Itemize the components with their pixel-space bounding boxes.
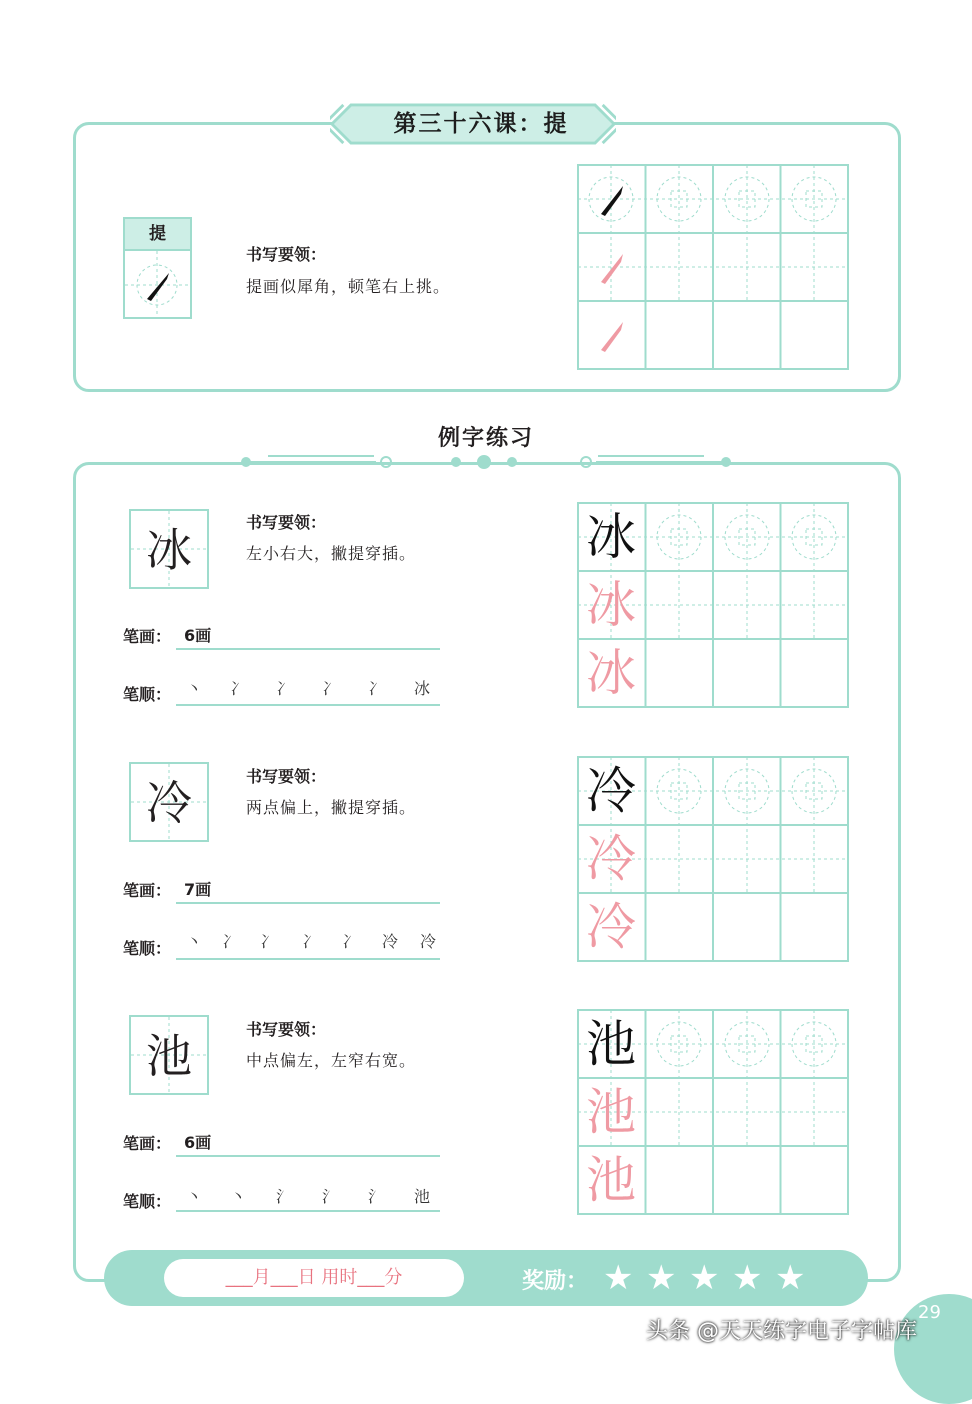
- order-step: 丶: [186, 679, 203, 698]
- section-title: 例字练习: [437, 426, 534, 451]
- lesson-title: 第三十六课：提: [393, 111, 569, 137]
- practice-grid-2: [577, 756, 849, 962]
- stroke-card-grid: [125, 251, 190, 319]
- order-label-3: 笔顺：: [123, 1192, 172, 1211]
- order-step: 冷: [420, 932, 437, 951]
- strokes-value-1: 6画: [184, 626, 212, 645]
- order-rule-3: [176, 1210, 440, 1212]
- order-step: 冫: [302, 932, 319, 951]
- example-char-card-1: [129, 509, 209, 589]
- watermark: 头条 @天天练字电子字帖库: [646, 1319, 917, 1344]
- example-tip-title-3: 书写要领：: [246, 1020, 327, 1039]
- reward-star-icon[interactable]: ★: [689, 1258, 720, 1298]
- strokes-value-3: 6画: [184, 1133, 212, 1152]
- reward-star-icon[interactable]: ★: [603, 1258, 634, 1298]
- order-step: 冫: [276, 679, 293, 698]
- stroke-card-label: 提: [125, 219, 190, 251]
- grid-trace-char: 池: [586, 1083, 636, 1141]
- example-tip-title-2: 书写要领：: [246, 767, 327, 786]
- example-char-1: 冰: [146, 523, 192, 577]
- strokes-label-3: 笔画：: [123, 1134, 172, 1153]
- example-char-card-2: [129, 762, 209, 842]
- strokes-value-2: 7画: [184, 880, 212, 899]
- date-time-field[interactable]: ___月___日 用时___分: [164, 1259, 464, 1297]
- order-step: 冫: [260, 932, 277, 951]
- order-step: 冫: [368, 679, 385, 698]
- lesson-tip-text: 提画似犀角，顿笔右上挑。: [246, 277, 451, 296]
- grid-model-char: 冷: [586, 762, 636, 820]
- order-rule-1: [176, 704, 440, 706]
- example-tip-text-3: 中点偏左，左窄右宽。: [246, 1051, 417, 1070]
- order-step: 冫: [222, 932, 239, 951]
- order-step: 冷: [382, 932, 399, 951]
- order-step: 氵: [276, 1187, 293, 1206]
- stroke-card: [123, 217, 192, 319]
- strokes-rule-3: [176, 1155, 440, 1157]
- grid-trace-char: 冷: [586, 898, 636, 956]
- order-step: 冫: [230, 679, 247, 698]
- order-label-2: 笔顺：: [123, 939, 172, 958]
- order-step: 氵: [368, 1187, 385, 1206]
- order-step: 冫: [342, 932, 359, 951]
- strokes-rule-1: [176, 648, 440, 650]
- strokes-label-2: 笔画：: [123, 881, 172, 900]
- page-number: 29: [918, 1302, 941, 1323]
- strokes-label-1: 笔画：: [123, 627, 172, 646]
- order-rule-2: [176, 958, 440, 960]
- example-tip-text-1: 左小右大，撇提穿插。: [246, 544, 417, 563]
- grid-trace-char: 冷: [586, 830, 636, 888]
- example-tip-title-1: 书写要领：: [246, 513, 327, 532]
- grid-model-char: 冰: [586, 508, 636, 566]
- stroke-practice-grid: [577, 164, 849, 370]
- example-char-2: 冷: [146, 776, 192, 830]
- order-step: 丶: [230, 1187, 247, 1206]
- grid-model-char: 池: [586, 1015, 636, 1073]
- lesson-tip-title: 书写要领：: [246, 245, 327, 264]
- reward-label: 奖励：: [522, 1269, 589, 1294]
- grid-trace-char: 冰: [586, 644, 636, 702]
- order-step: 冫: [322, 679, 339, 698]
- order-step: 丶: [186, 1187, 203, 1206]
- example-char-3: 池: [146, 1029, 192, 1083]
- grid-trace-char: 冰: [586, 576, 636, 634]
- reward-star-icon[interactable]: ★: [646, 1258, 677, 1298]
- order-step: 丶: [186, 932, 203, 951]
- grid-trace-char: 池: [586, 1151, 636, 1209]
- practice-grid-3: [577, 1009, 849, 1215]
- order-label-1: 笔顺：: [123, 685, 172, 704]
- strokes-rule-2: [176, 902, 440, 904]
- reward-star-icon[interactable]: ★: [732, 1258, 763, 1298]
- order-step: 冰: [414, 679, 431, 698]
- example-char-card-3: [129, 1015, 209, 1095]
- order-step: 池: [414, 1187, 431, 1206]
- reward-star-icon[interactable]: ★: [775, 1258, 806, 1298]
- practice-grid-1: [577, 502, 849, 708]
- example-tip-text-2: 两点偏上，撇提穿插。: [246, 798, 417, 817]
- order-step: 氵: [322, 1187, 339, 1206]
